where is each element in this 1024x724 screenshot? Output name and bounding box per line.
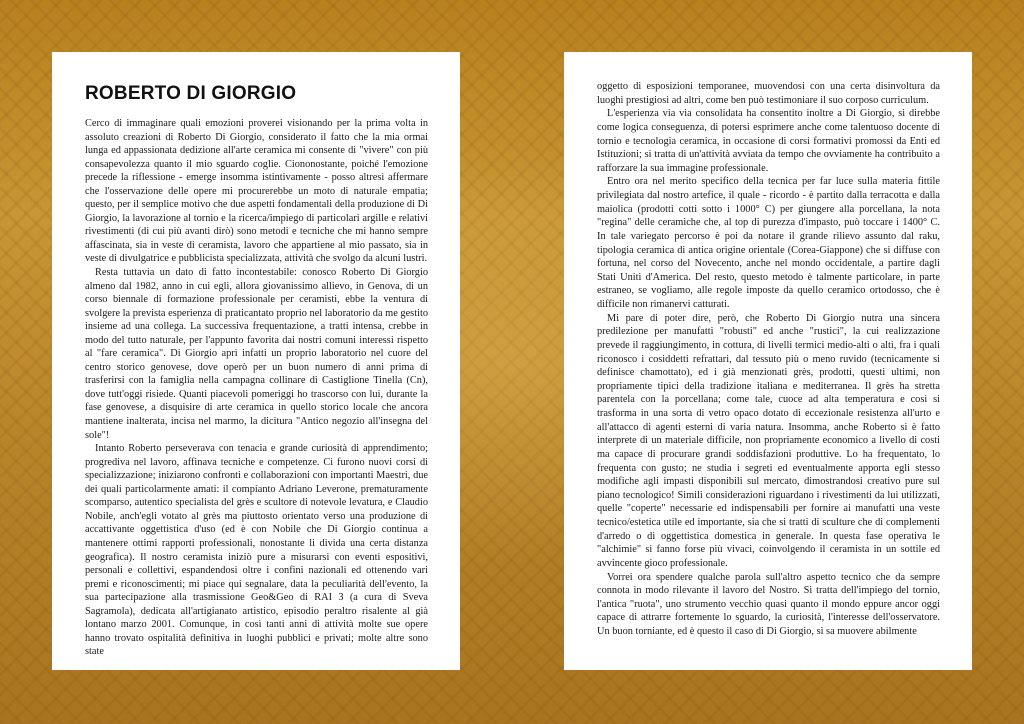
paragraph: Entro ora nel merito specifico della tecnica per far luce sulla materia fittile privilegiata dal nostro artefice, il quale - ricordo - è partito dalla terracotta e dalla maiolica (prodotti cotti sotto i 1000° C) per giungere alla porcellana, la nota "regina" delle ceramiche che, al top di purezza d'impasto, può toccare i 1400° C. In tale variegato percorso è poi da notare il grande rilievo assunto dal raku, tipologia ceramica di antica origine orientale (Corea-Giappone) che si diffuse con fortuna, nel corso del Novecento, anche nel mondo occidentale, a partire dagli Stati Uniti d'America. Del resto, questo metodo è talmente particolare, in parte estraneo, se vogliamo, alle regole imposte da quello ceramico ortodosso, che è difficile non rimanervi catturati.: [597, 176, 940, 310]
paragraph: Cerco di immaginare quali emozioni proverei visionando per la prima volta in assoluto creazioni di Roberto Di Giorgio, considerato il fatto che la mia ormai lunga ed appassionata dedizione all'arte ceramica mi consente di "vivere" con più consapevolezza quanto il mio sguardo coglie. Ciononostante, poiché l'emozione precede la riflessione - emerge insomma istintivamente - posso altresì affermare che l'osservazione delle opere mi procurerebbe un moto di naturale empatia; questo, per il semplice motivo che due aspetti fondamentali della produzione di Di Giorgio, la lavorazione al tornio e la ricerca/impiego di particolari argille e relativi rivestimenti (di cui più avanti dirò) sono metodi e tecniche che mi hanno sempre affascinata, sia in veste di ceramista, lavoro che appartiene al mio passato, sia in veste di divulgatrice e pubblicista specializzata, attività che svolgo da alcuni lustri.: [85, 118, 428, 265]
right-page: [564, 52, 972, 670]
paragraph: oggetto di esposizioni temporanee, muovendosi con una certa disinvoltura da luoghi prestigiosi ad altri, come ben può testimoniare il suo corposo curriculum.: [597, 81, 940, 106]
paragraph: L'esperienza via via consolidata ha consentito inoltre a Di Giorgio, si direbbe come logica conseguenza, di potersi esprimere anche come talentuoso docente di tornio e tecnologia ceramica, in occasione di corsi formativi promossi da Enti ed Istituzioni; si tratta di un'attività avviata da tempo che ovviamente ha contribuito a rafforzare la sua immagine professionale.: [597, 108, 940, 174]
article-title: ROBERTO DI GIORGIO: [85, 83, 297, 104]
left-page: [52, 52, 460, 670]
paragraph: Intanto Roberto perseverava con tenacia e grande curiosità di apprendimento; progrediva nel lavoro, affinava tecniche e competenze. Ci furono nuovi corsi di specializzazione; iniziarono confronti e collaborazioni con importanti Maestri, due dei quali particolarmente amati: il compianto Adriano Leverone, prematuramente scomparso, autentico specialista del grès e scultore di notevole levatura, e Claudio Nobile, anch'egli votato al grès ma piuttosto orientato verso una produzione di accattivante oggettistica d'uso (ed è con Nobile che Di Giorgio continua a mantenere ottimi rapporti professionali, nonostante li divida una certa distanza geografica). Il nostro ceramista iniziò pure a misurarsi con eventi espositivi, personali e collettivi, espandendosi oltre i confini nazionali ed ottenendo vari premi e riconoscimenti; mi piace qui segnalare, data la peculiarità dell'evento, la sua partecipazione alla trasmissione Geo&Geo di RAI 3 (a cura di Sveva Sagramola), dedicata all'artigianato artistico, episodio peraltro risalente al già lontano marzo 2001. Comunque, in così tanti anni di attività molte sue opere hanno trovato ospitalità definitiva in luoghi pubblici e privati; molte altre sono state: [85, 443, 428, 658]
paragraph: Resta tuttavia un dato di fatto incontestabile: conosco Roberto Di Giorgio almeno dal 1982, anno in cui egli, allora giovanissimo allievo, in Genova, di un corso biennale di formazione professionale per ceramisti, ebbe la ventura di svolgere la prevista esperienza di praticantato proprio nel laboratorio da me gestito insieme ad una collega. La successiva frequentazione, a tratti intensa, crebbe in modo del tutto naturale, per l'appunto favorita dai nostri comuni interessi rispetto al "fare ceramica". Di Giorgio aprì infatti un proprio laboratorio nel cuore del centro storico genovese, dove operò per un buon numero di anni prima di trasferirsi con la famiglia nella campagna collinare di Castiglione Tinella (Cn), dove tutt'oggi risiede. Quanti piacevoli pomeriggi ho trascorso con lui, durante la fase genovese, a disquisire di arte ceramica in quello storico locale che ancora mantiene inalterata, incisa nel marmo, la dicitura "Antico negozio all'insegna del sole"!: [85, 267, 428, 441]
paragraph: Vorrei ora spendere qualche parola sull'altro aspetto tecnico che da sempre connota in modo rilevante il lavoro del Nostro. Si tratta dell'impiego del tornio, l'antica "ruota", uno strumento vecchio quasi quanto il mondo eppure ancor oggi capace di attrarre fortemente lo sguardo, la curiosità, l'interesse dell'osservatore. Un buon torniante, ed è questo il caso di Di Giorgio, si sa muovere abilmente: [597, 571, 940, 637]
paragraph: Mi pare di poter dire, però, che Roberto Di Giorgio nutra una sincera predilezione per manufatti "robusti" ed anche "rustici", la cui realizzazione prevede il raggiungimento, in cottura, di livelli termici medio-alti o alti, fra i quali riconosco i cosiddetti refrattari, dal tessuto più o meno ruvido (tecnicamente si definisce chamottato), ed i già menzionati grès, prodotti, questi ultimi, non propriamente tipici della tradizione italiana e mediterranea. Il grès ha stretta parentela con la porcellana; come tale, cuoce ad alta temperatura e così si trasforma in una sorta di vetro opaco dotato di eccezionale resistenza all'urto e all'attacco di agenti esterni di varia natura. Insomma, anche Roberto si è fatto interprete di un materiale difficile, non propriamente economico a livello di costi ma capace di procurare grandi soddisfazioni produttive. Lo ha frequentato, lo frequenta con gusto; ne studia i segreti ed eventualmente apporta egli stesso modifiche agli impasti disponibili sul mercato, dimostrandosi creativo pure sul piano tecnologico! Simili considerazioni riguardano i rivestimenti da lui utilizzati, quelle "coperte" necessarie ed indispensabili per fornire ai manufatti una veste tecnico/estetica utile ed importante, sia che si tratti di sculture che di complementi d'arredo o di oggettistica domestica in generale. In questa fase operativa le "alchimie" si fanno forse più vivaci, coinvolgendo il ceramista in un sottile ed avvincente gioco professionale.: [597, 312, 940, 569]
